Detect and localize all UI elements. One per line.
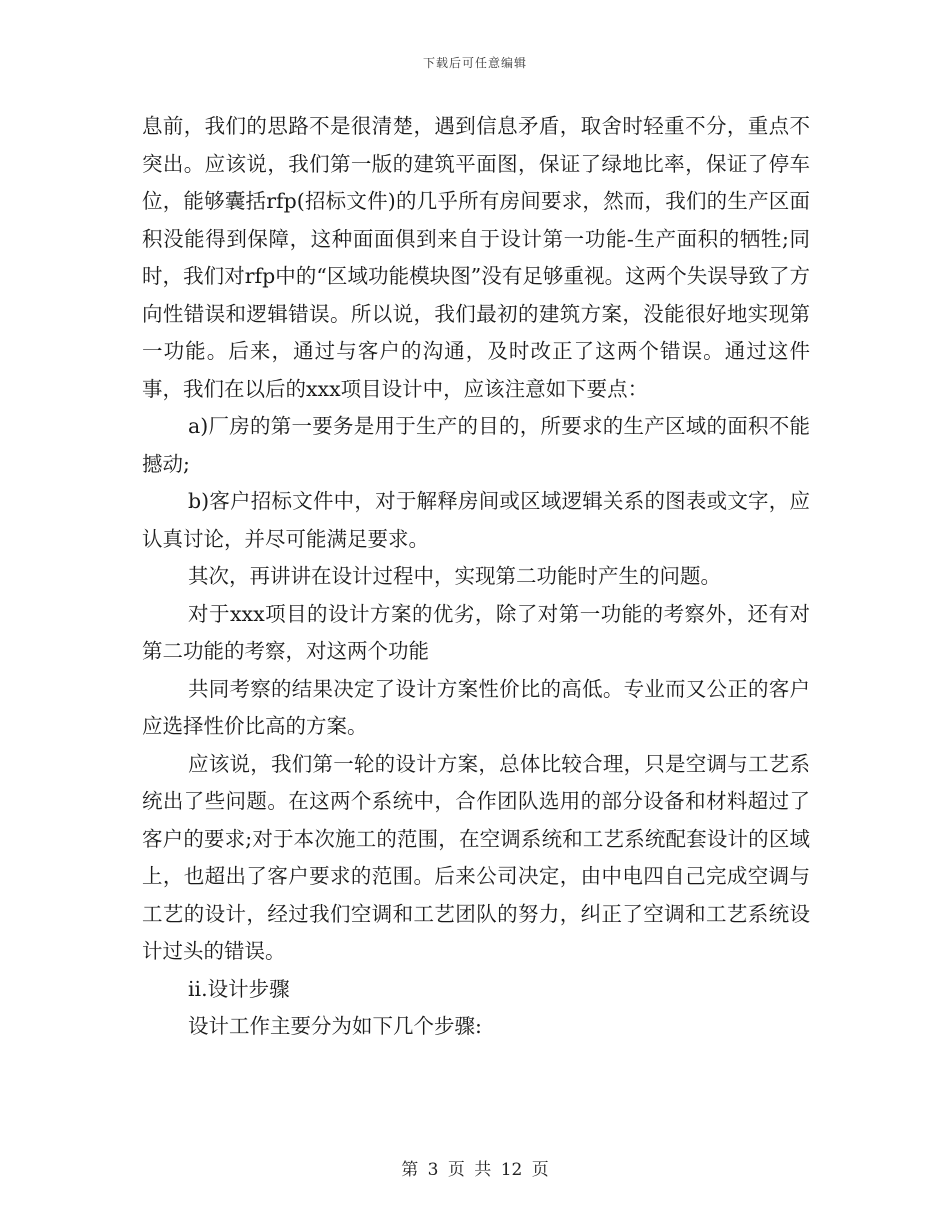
paragraph-9: 设计工作主要分为如下几个步骤: (188, 1014, 482, 1038)
paragraph-3: b)客户招标文件中，对于解释房间或区域逻辑关系的图表或文字，应认真讨论，并尽可能满足要求。 (142, 489, 810, 551)
page-header-note: 下载后可任意编辑 (422, 56, 527, 70)
section-heading-design-steps: ii.设计步骤 (188, 976, 290, 1001)
paragraph-2: a)厂房的第一要务是用于生产的目的，所要求的生产区域的面积不能撼动; (142, 414, 810, 476)
document-body (142, 108, 810, 1046)
page-number-footer: 第 3 页 共 12 页 (401, 1160, 549, 1180)
paragraph-5: 对于xxx项目的设计方案的优劣，除了对第一功能的考察外，还有对第二功能的考察，对这两个功能 (142, 601, 810, 663)
paragraph-6: 共同考察的结果决定了设计方案性价比的高低。专业而又公正的客户应选择性价比高的方案。 (142, 676, 810, 738)
paragraph-4: 其次，再讲讲在设计过程中，实现第二功能时产生的问题。 (188, 564, 721, 588)
paragraph-7: 应该说，我们第一轮的设计方案，总体比较合理，只是空调与工艺系统出了些问题。在这两个系统中，合作团队选用的部分设备和材料超过了客户的要求;对于本次施工的范围，在空调系统和工艺系统配套设计的区域上，也超出了客户要求的范围。后来公司决定，由中电四自己完成空调与工艺的设计，经过我们空调和工艺团队的努力，纠正了空调和工艺系统设计过头的错误。 (142, 751, 810, 963)
paragraph-1: 息前，我们的思路不是很清楚，遇到信息矛盾，取舍时轻重不分，重点不突出。应该说，我们第一版的建筑平面图，保证了绿地比率，保证了停车位，能够囊括rfp(招标文件)的几乎所有房间要求，然而，我们的生产区面积没能得到保障，这种面面俱到来自于设计第一功能-生产面积的牺牲;同时，我们对rfp中的“区域功能模块图”没有足够重视。这两个失误导致了方向性错误和逻辑错误。所以说，我们最初的建筑方案，没能很好地实现第一功能。后来，通过与客户的沟通，及时改正了这两个错误。通过这件事，我们在以后的xxx项目设计中，应该注意如下要点： (142, 114, 810, 401)
